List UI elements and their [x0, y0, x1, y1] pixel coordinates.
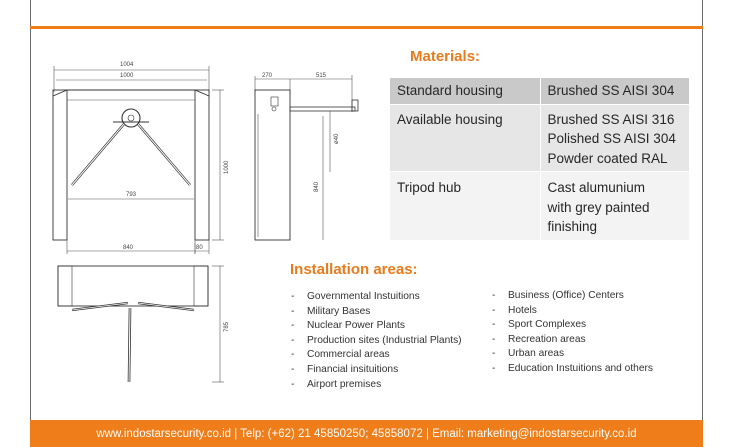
left-border [30, 0, 31, 420]
list-item-label: Production sites (Industrial Plants) [307, 334, 462, 346]
dim-front-height: 1000 [224, 160, 230, 174]
materials-row-standard-housing [390, 78, 689, 104]
list-item [492, 318, 653, 333]
top-view [58, 266, 230, 382]
dim-bottom-width: 840 [123, 245, 134, 251]
list-item [291, 305, 462, 320]
material-value-line: with grey painted [547, 199, 650, 215]
material-value [540, 104, 689, 172]
bullet-dash: - [291, 334, 295, 346]
list-item-label: Military Bases [307, 305, 371, 317]
turnstile-technical-drawing [44, 52, 320, 397]
material-value-line: finishing [547, 219, 598, 234]
list-item-label: Business (Office) Centers [508, 290, 624, 301]
list-item [291, 378, 462, 393]
material-label: Available housing [390, 104, 540, 172]
list-item [291, 290, 462, 305]
list-item-label: Recreation areas [508, 333, 586, 345]
bullet-dash: - [492, 348, 496, 360]
material-value-line: Cast alumunium [547, 180, 646, 195]
installation-heading: Installation areas: [290, 261, 418, 278]
dim-top-depth: 785 [224, 321, 230, 332]
list-item-label: Hotels [508, 304, 537, 316]
footer-contact-bar [30, 420, 703, 447]
bullet-dash: - [492, 304, 496, 316]
material-label: Tripod hub [390, 172, 540, 240]
top-accent-rule [30, 26, 703, 29]
materials-heading: Materials: [410, 48, 481, 65]
dim-outer-width: 1004 [120, 62, 134, 68]
dim-bottom-offset: 80 [196, 245, 203, 251]
material-value [540, 78, 689, 104]
right-border [702, 0, 703, 420]
materials-row-tripod-hub [390, 172, 689, 240]
list-item [291, 348, 462, 363]
bullet-dash: - [291, 363, 295, 375]
bullet-dash: - [492, 362, 496, 374]
list-item-label: Financial insituitions [307, 363, 399, 375]
dim-tube: ø40 [334, 133, 340, 144]
material-label: Standard housing [390, 78, 540, 104]
list-item [291, 319, 462, 334]
front-view [53, 62, 230, 254]
material-value-line: Polished SS AISI 304 [547, 131, 676, 146]
materials-row-available-housing [390, 104, 689, 172]
material-value [540, 172, 689, 240]
footer-contact-text: www.indostarsecurity.co.id | Telp: (+62) 21 45850250; 45858072 | Email: marketing@indostarsecurity.co.id [96, 427, 637, 440]
material-value-line: Powder coated RAL [547, 150, 668, 166]
bullet-dash: - [291, 320, 295, 332]
list-item [492, 289, 653, 304]
material-value-line: Brushed SS AISI 316 [547, 111, 675, 127]
list-item-label: Nuclear Power Plants [307, 320, 405, 332]
list-item [291, 334, 462, 349]
list-item-label: Urban areas [508, 348, 565, 360]
drawing-svg [44, 52, 320, 397]
dim-side-depth: 270 [262, 73, 273, 79]
list-item-label: Airport premises [307, 378, 382, 390]
list-item [492, 333, 653, 348]
dim-arm-length: 515 [316, 73, 327, 79]
bullet-dash: - [291, 305, 295, 317]
list-item-label: Commercial areas [307, 349, 390, 361]
dim-arm-span: 793 [126, 192, 137, 198]
dim-inner-width: 1000 [120, 73, 134, 79]
list-item [492, 347, 653, 362]
dim-side-height: 840 [314, 181, 320, 192]
list-item [492, 362, 653, 377]
bullet-dash: - [291, 291, 295, 302]
list-item-label: Education Instuitions and others [508, 362, 653, 374]
list-item [291, 363, 462, 378]
bullet-dash: - [492, 319, 496, 331]
installation-list-left [291, 290, 462, 392]
list-item [492, 304, 653, 319]
installation-list-right [492, 289, 653, 377]
list-item-label: Governmental Instuitions [307, 291, 420, 302]
side-view-arm [290, 72, 362, 172]
bullet-dash: - [492, 333, 496, 345]
list-item-label: Sport Complexes [508, 319, 587, 331]
bullet-dash: - [291, 349, 295, 361]
bullet-dash: - [492, 290, 496, 301]
bullet-dash: - [291, 378, 295, 390]
materials-table [390, 78, 689, 240]
material-value-line: Brushed SS AISI 304 [547, 83, 675, 98]
